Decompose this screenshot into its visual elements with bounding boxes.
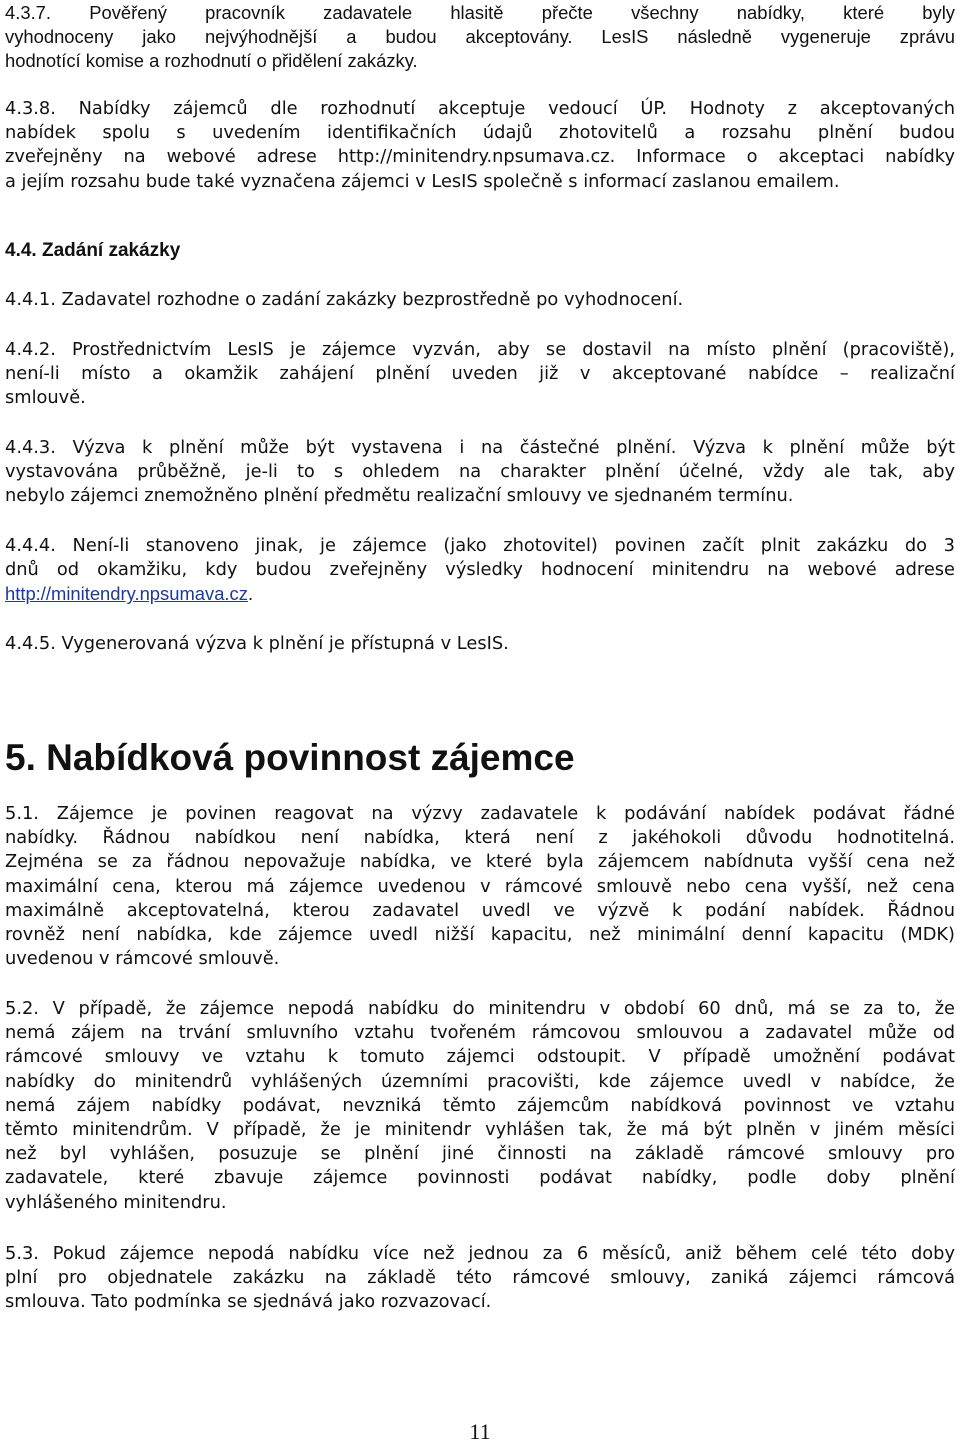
text-line: vyhodnoceny jako nejvýhodnější a budou akceptovány. LesIS následně vygeneruje zprávu <box>5 26 955 48</box>
paragraph-5-1 <box>5 802 955 971</box>
text-line: plní pro objednatele zakázku na základě této rámcové smlouvy, zaniká zájemci rámcová <box>5 1267 955 1289</box>
paragraph-4-4-4 <box>5 534 955 608</box>
text-line: nemá zájem na trvání smluvního vztahu tvořeném rámcovou smlouvou a zadavatel může od <box>5 1022 955 1044</box>
text-line: 4.4.1. Zadavatel rozhodne o zadání zakázky bezprostředně po vyhodnocení. <box>5 289 684 310</box>
text-segment: 4.4.3. Výzva k plnění může být vystavena i na částečné plnění. <box>5 437 677 458</box>
paragraph-4-4-5 <box>5 632 955 656</box>
text-segment: zveřejněny na webové adrese http://minitendry.npsumava.cz. <box>5 146 616 168</box>
text-segment: Hodnoty z akceptovaných <box>689 98 955 119</box>
paragraph-4-3-8 <box>5 97 955 194</box>
minitendry-link[interactable]: http://minitendry.npsumava.cz <box>5 583 248 605</box>
text-line <box>5 582 955 607</box>
paragraph-5-2 <box>5 997 955 1215</box>
paragraph-4-3-7 <box>5 1 955 74</box>
text-line: 4.3.7. Pověřený pracovník zadavatele hlasitě přečte všechny nabídky, které byly <box>5 2 955 23</box>
text-line: 5.3. Pokud zájemce nepodá nabídku více než jednou za 6 měsíců, aniž během celé této doby <box>5 1243 955 1264</box>
text-line: 4.4.2. Prostřednictvím LesIS je zájemce vyzván, aby se dostavil na místo plnění (pracoviště), <box>5 339 955 360</box>
text-line: nabídky. Řádnou nabídkou není nabídka, která není z jakéhokoli důvodu hodnotitelná. <box>5 827 955 849</box>
text-line: nebylo zájemci znemožněno plnění předmětu realizační smlouvy ve sjednaném termínu. <box>5 485 794 507</box>
paragraph-4-4-2 <box>5 338 955 411</box>
text-segment: Výzva k plnění může být <box>693 437 955 458</box>
text-line: Zejména se za řádnou nepovažuje nabídka, ve které byla zájemcem nabídnuta vyšší cena než <box>5 851 955 873</box>
text-line <box>5 97 955 121</box>
text-line: vyhlášeného minitendru. <box>5 1191 227 1213</box>
text-line: uvedenou v rámcové smlouvě. <box>5 948 280 970</box>
text-segment: Informace o akceptaci nabídky <box>636 146 955 168</box>
page-number: 11 <box>469 1419 491 1444</box>
text-line: hodnotící komise a rozhodnutí o přidělení zakázky. <box>5 50 418 72</box>
text-line: dnů od okamžiku, kdy budou zveřejněny výsledky hodnocení minitendru na webové adrese <box>5 559 955 581</box>
text-line: 4.4.4. Není-li stanoveno jinak, je zájemce (jako zhotovitel) povinen začít plnit zakázku do 3 <box>5 535 955 556</box>
text-line: nabídek spolu s uvedením identifikačních údajů zhotovitelů a rozsahu plnění budou <box>5 122 955 144</box>
text-line: těmto minitendrům. V případě, že je minitendr vyhlášen tak, že má být plněn v jiném měsíci <box>5 1119 955 1141</box>
text-line: smlouva. Tato podmínka se sjednává jako rozvazovací. <box>5 1291 492 1313</box>
paragraph-5-3 <box>5 1242 955 1315</box>
text-line: nabídky do minitendrů vyhlášených územními pracovišti, kde zájemce uvedl v nabídce, že <box>5 1070 955 1092</box>
text-line <box>5 145 955 169</box>
text-line: smlouvě. <box>5 387 86 409</box>
text-segment: 4.3.8. Nabídky zájemců dle rozhodnutí akceptuje vedoucí ÚP. <box>5 98 668 119</box>
text-line: 5.2. V případě, že zájemce nepodá nabídku do minitendru v období 60 dnů, má se za to, že <box>5 998 955 1019</box>
section-heading-4-4: 4.4. Zadání zakázky <box>5 240 181 261</box>
text-line: není-li místo a okamžik zahájení plnění uveden již v akceptované nabídce – realizační <box>5 363 955 385</box>
text-line: 5.1. Zájemce je povinen reagovat na výzvy zadavatele k podávání nabídek podávat řádné <box>5 803 955 824</box>
text-line: nemá zájem nabídky podávat, nevzniká těmto zájemcům nabídková povinnost ve vztahu <box>5 1094 955 1116</box>
text-line: maximální cena, kterou má zájemce uvedenou v rámcové smlouvě nebo cena vyšší, než cena <box>5 875 955 897</box>
text-line: 4.4.5. Vygenerovaná výzva k plnění je přístupná v LesIS. <box>5 633 509 654</box>
text-line <box>5 436 955 460</box>
paragraph-4-4-1 <box>5 288 955 312</box>
text-line: maximálně akceptovatelná, kterou zadavatel uvedl ve výzvě k podání nabídek. Řádnou <box>5 899 955 921</box>
text-line: rámcové smlouvy ve vztahu k tomuto zájemci odstoupit. V případě umožnění podávat <box>5 1046 955 1068</box>
paragraph-4-4-3 <box>5 436 955 509</box>
text-line: rovněž není nabídka, kde zájemce uvedl nižší kapacitu, než minimální denní kapacitu (MDK) <box>5 924 955 946</box>
text-line: než byl vyhlášen, posuzuje se plnění jiné činnosti na základě rámcové smlouvy pro <box>5 1143 955 1165</box>
text-line: zadavatele, které zbavuje zájemce povinnosti podávat nabídky, podle doby plnění <box>5 1167 955 1189</box>
text-line: a jejím rozsahu bude také vyznačena zájemci v LesIS společně s informací zaslanou emailem. <box>5 170 840 192</box>
chapter-heading-5: 5. Nabídková povinnost zájemce <box>5 737 575 778</box>
link-suffix: . <box>247 583 254 605</box>
text-line: vystavována průběžně, je-li to s ohledem na charakter plnění účelné, vždy ale tak, aby <box>5 461 955 483</box>
